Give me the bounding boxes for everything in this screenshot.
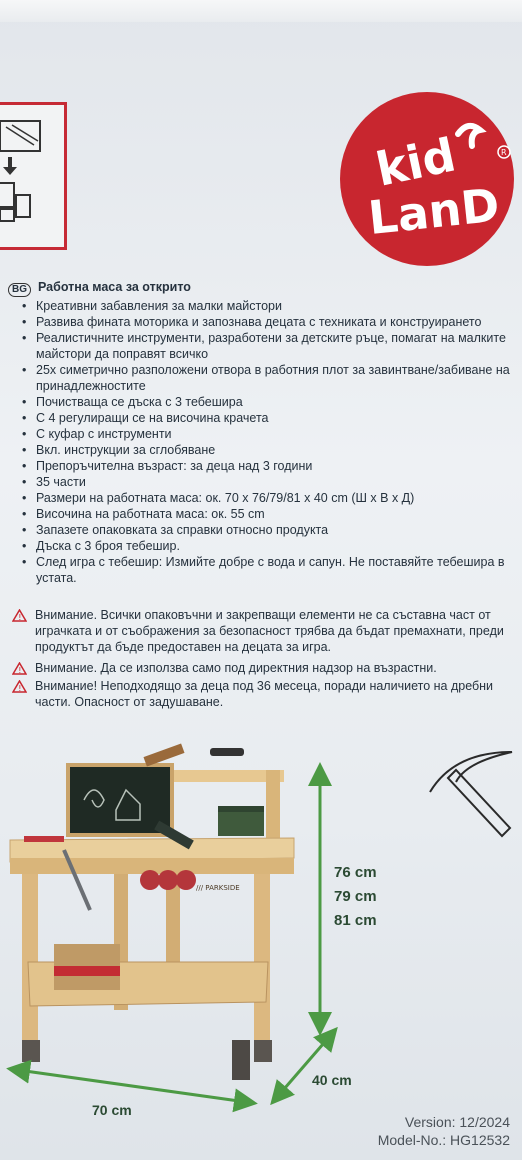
warning-choking: ! Внимание! Неподходящо за деца под 36 месеца, поради наличието на дребни части. Опасност от задушаване. <box>12 678 518 710</box>
list-item: • 25х симетрично разположени отвора в работния плот за завинтване/забиване на принадлежностите <box>22 362 522 394</box>
list-item: • С 4 регулиращи се на височина крачета <box>22 410 522 426</box>
product-title: Работна маса за открито <box>38 280 191 294</box>
list-item: • Препоръчителна възраст: за деца над 3 години <box>22 458 522 474</box>
recycle-sort-icon <box>0 102 67 250</box>
warning-icon <box>12 662 27 675</box>
list-item: • 35 части <box>22 474 522 490</box>
svg-text:!: ! <box>18 613 22 622</box>
list-item: • Вкл. инструкции за сглобяване <box>22 442 522 458</box>
list-item: • Височина на работната маса: ок. 55 cm <box>22 506 522 522</box>
svg-text:!: ! <box>18 684 22 693</box>
svg-text:R: R <box>501 148 507 157</box>
list-item: • Реалистичните инструменти, разработени за детските ръце, помагат на малките майстори да поправят всичко <box>22 330 522 362</box>
warning-icon <box>12 609 27 622</box>
kidland-logo <box>338 90 516 268</box>
box-top-edge <box>0 0 522 22</box>
height-label-76: 76 cm <box>334 864 377 881</box>
width-label: 70 cm <box>92 1102 132 1118</box>
height-label-79: 79 cm <box>334 888 377 905</box>
svg-text:!: ! <box>18 666 22 675</box>
svg-text:LanD: LanD <box>365 177 502 246</box>
svg-text:kid: kid <box>371 127 461 197</box>
list-item: • Запазете опаковката за справки относно продукта <box>22 522 522 538</box>
version-text: Version: 12/2024 <box>404 1114 510 1130</box>
list-item: • Развива фината моторика и запознава децата с техниката и конструирането <box>22 314 522 330</box>
dimension-arrows <box>0 760 522 1120</box>
height-label-81: 81 cm <box>334 912 377 929</box>
warning-packaging: ! Внимание. Всички опаковъчни и закрепващи елементи не са съставна част от играчката и от съображения за безопасност трябва да бъдат премахнати, преди продуктът да бъде предоставен на децата за игра. <box>12 607 518 655</box>
bench-brand: /// PARKSIDE <box>196 884 240 892</box>
warning-supervision: ! Внимание. Да се използва само под директния надзор на възрастни. <box>12 660 518 676</box>
list-item: • Почистваща се дъска с 3 тебешира <box>22 394 522 410</box>
warning-icon <box>12 680 27 693</box>
depth-label: 40 cm <box>312 1072 352 1088</box>
list-item: • Дъска с 3 броя тебешир. <box>22 538 522 554</box>
model-number: Model-No.: HG12532 <box>377 1132 510 1148</box>
list-item: • Креативни забавления за малки майстори <box>22 298 522 314</box>
feature-list <box>22 298 522 586</box>
list-item: • След игра с тебешир: Измийте добре с вода и сапун. Не поставяйте тебешира в устата. <box>22 554 522 586</box>
list-item: • С куфар с инструменти <box>22 426 522 442</box>
language-badge: BG <box>8 283 31 297</box>
list-item: • Размери на работната маса: ок. 70 x 76/79/81 x 40 cm (Ш x В x Д) <box>22 490 522 506</box>
